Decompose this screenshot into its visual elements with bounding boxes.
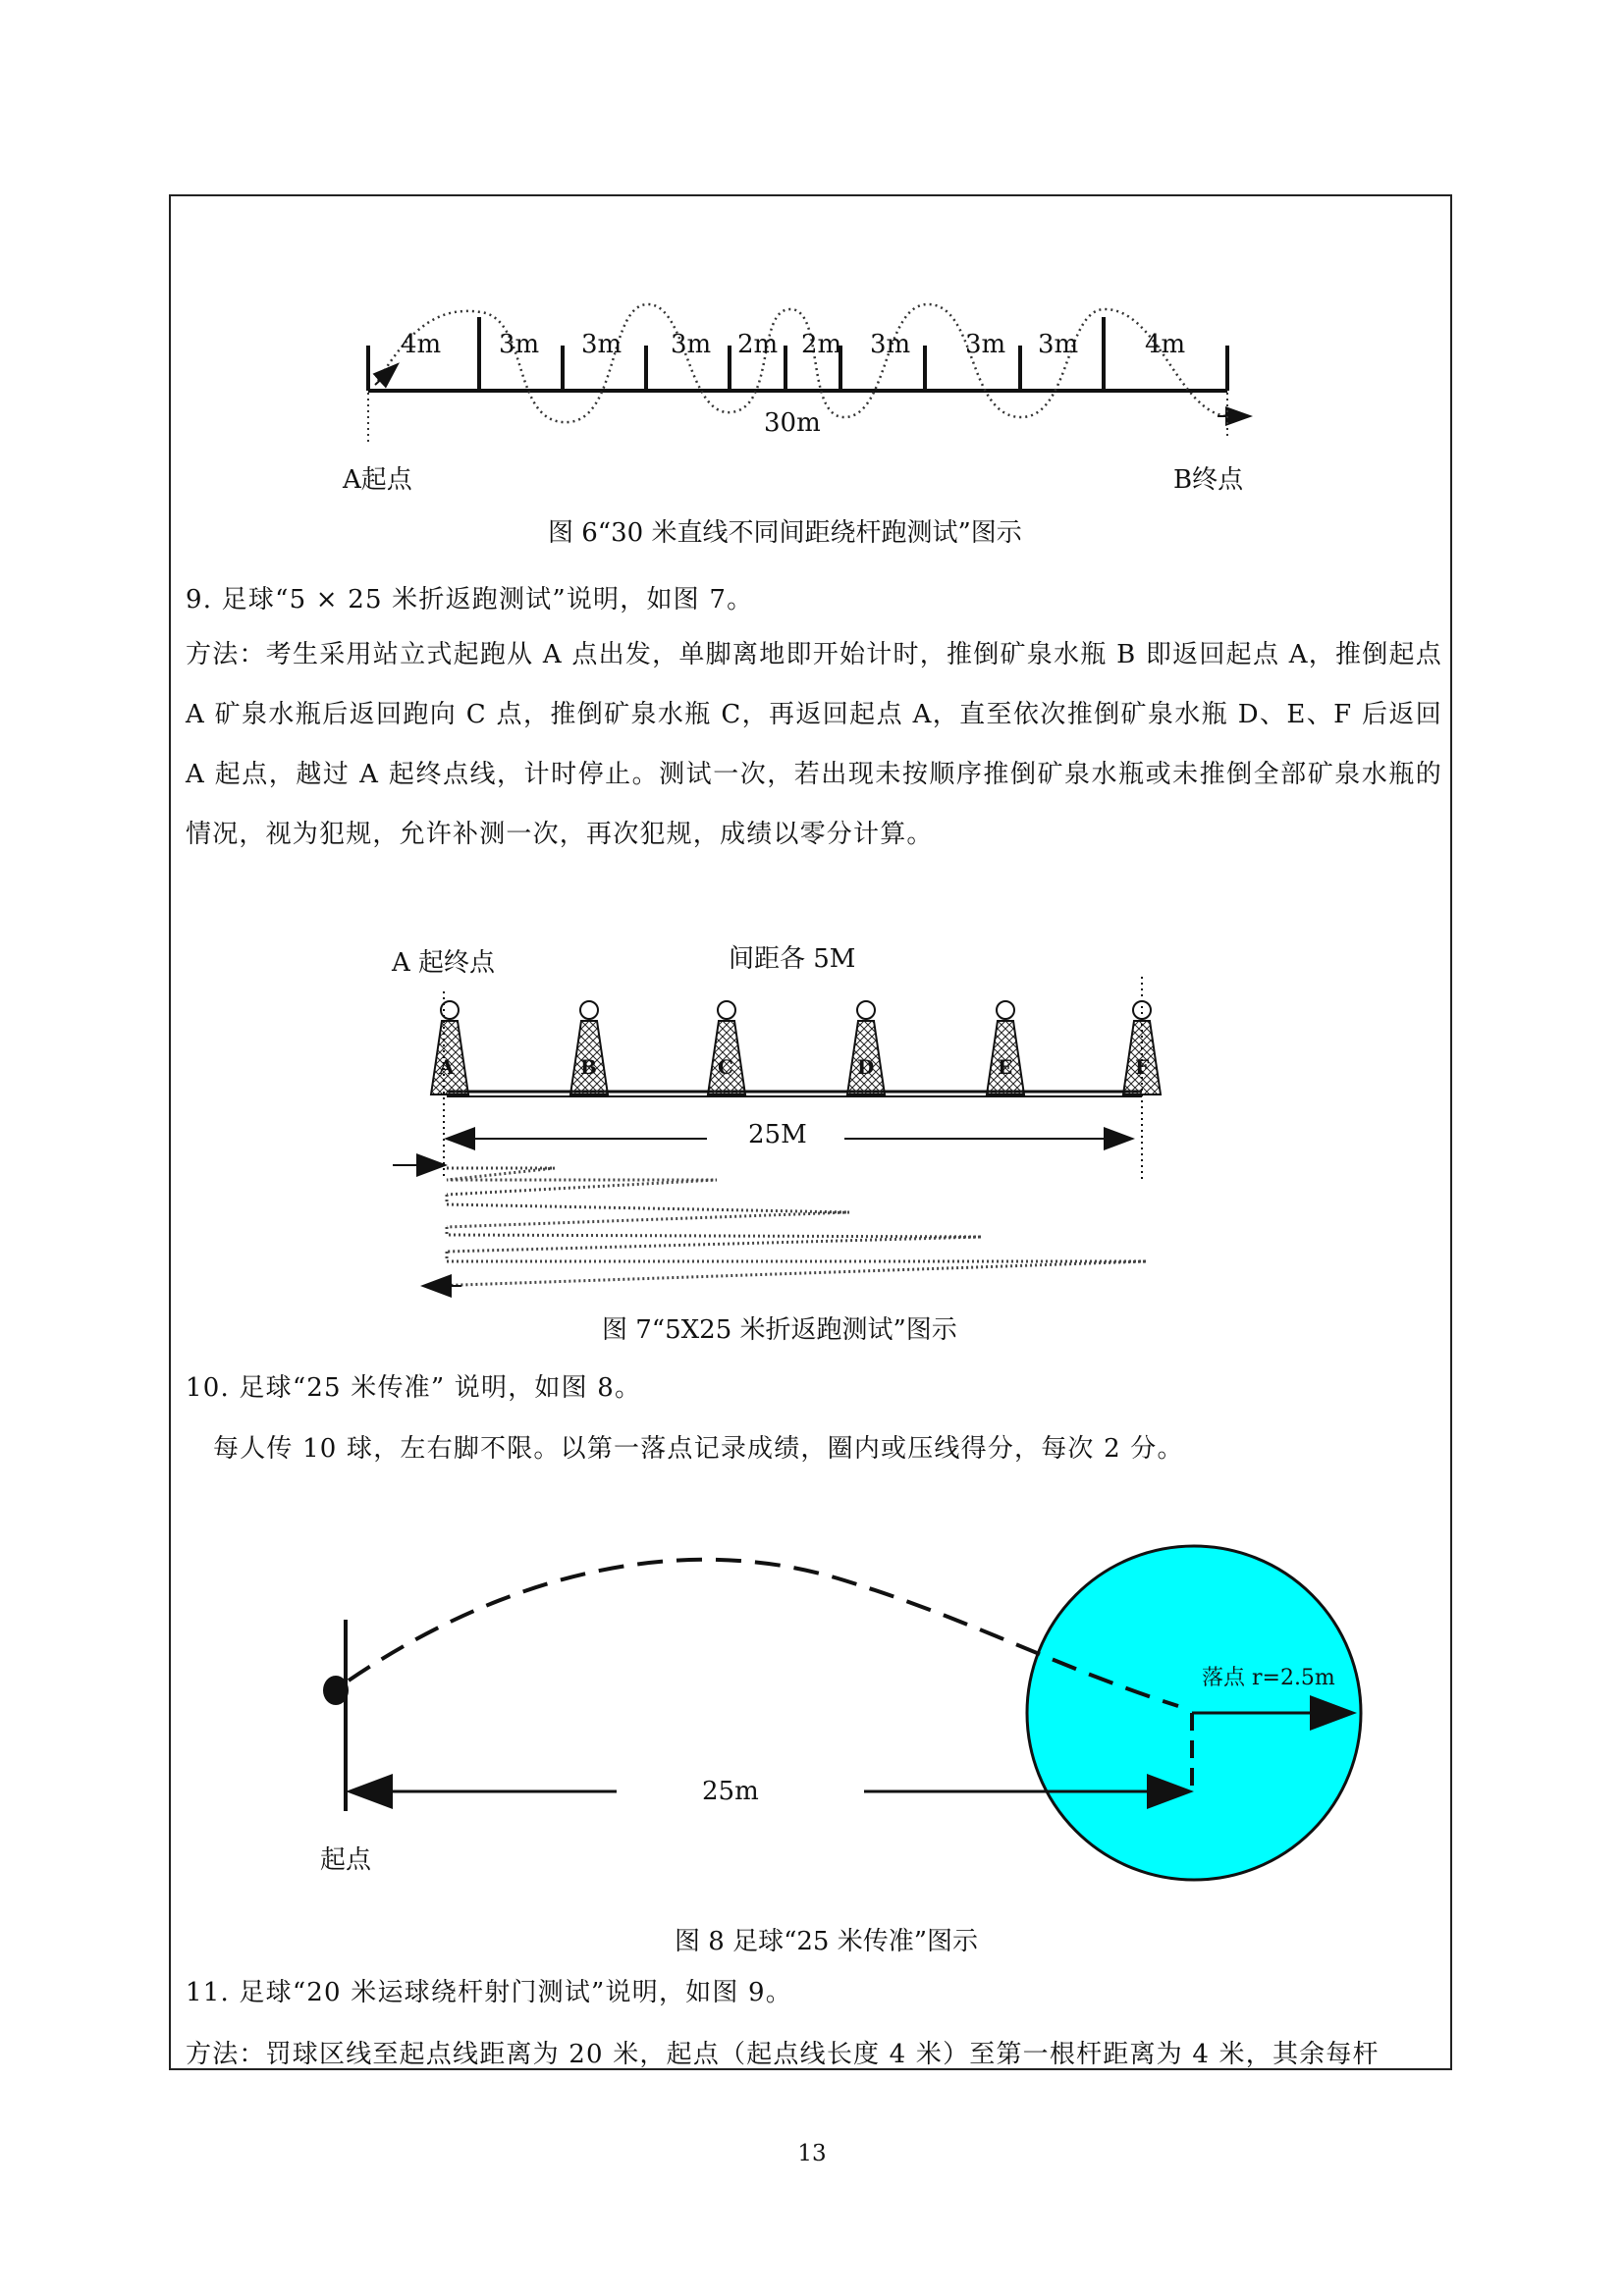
start-finish-label: A 起终点	[392, 948, 496, 978]
segment-label: 3m	[499, 330, 540, 359]
figure-6-caption: 图 6“30 米直线不同间距绕杆跑测试”图示	[548, 518, 1022, 548]
figure-7-caption: 图 7“5X25 米折返跑测试”图示	[602, 1315, 957, 1345]
segment-label: 3m	[870, 330, 911, 359]
section-10-text: 每人传 10 球，左右脚不限。以第一落点记录成绩，圈内或压线得分，每次 2 分。	[213, 1434, 1184, 1464]
bottle-label: D	[857, 1055, 875, 1079]
ball	[323, 1676, 349, 1705]
figure-8-caption: 图 8 足球“25 米传准”图示	[675, 1927, 979, 1956]
segment-label: 4m	[401, 330, 442, 359]
segment-label: 4m	[1145, 330, 1186, 359]
page-number: 13	[797, 2141, 827, 2166]
start-label: 起点	[320, 1845, 372, 1875]
bottle-label: E	[998, 1055, 1013, 1079]
total-distance-label: 30m	[764, 408, 821, 438]
start-label: A起点	[343, 465, 412, 495]
bottle-label: A	[439, 1055, 455, 1079]
bottle-label: F	[1135, 1055, 1150, 1079]
distance-label: 25m	[702, 1777, 759, 1806]
target-label: 落点 r=2.5m	[1202, 1666, 1335, 1690]
distance-label: 25M	[748, 1120, 807, 1149]
bottle-label: C	[718, 1055, 733, 1079]
section-10-title: 10. 足球“25 米传准” 说明，如图 8。	[186, 1373, 642, 1403]
segment-label: 3m	[1038, 330, 1079, 359]
section-9-method: 方法：考生采用站立式起跑从 A 点出发，单脚离地即开始计时，推倒矿泉水瓶 B 即返回起点 A，推倒起点 A 矿泉水瓶后返回跑向 C 点，推倒矿泉水瓶 C，再返回起点 A，直至依次推倒矿泉水瓶 D、E、F 后返回 A 起点，越过 A 起终点线，计时停止。测试一次，若出现未按顺序推倒矿泉水瓶或未推倒全部矿泉水瓶的情况，视为犯规，允许补测一次，再次犯规，成绩以零分计算。	[186, 640, 1442, 849]
section-9-title: 9. 足球“5 × 25 米折返跑测试”说明，如图 7。	[186, 585, 754, 614]
end-label: B终点	[1173, 465, 1244, 495]
segment-label: 3m	[581, 330, 623, 359]
section-11-title: 11. 足球“20 米运球绕杆射门测试”说明，如图 9。	[186, 1978, 792, 2007]
spacing-label: 间距各 5M	[729, 944, 856, 974]
segment-label: 3m	[965, 330, 1006, 359]
segment-label: 2m	[801, 330, 842, 359]
section-11-method: 方法：罚球区线至起点线距离为 20 米，起点（起点线长度 4 米）至第一根杆距离为 4 米，其余每杆	[186, 2040, 1380, 2069]
segment-label: 3m	[671, 330, 712, 359]
bottle-label: B	[580, 1055, 597, 1079]
segment-label: 2m	[737, 330, 779, 359]
